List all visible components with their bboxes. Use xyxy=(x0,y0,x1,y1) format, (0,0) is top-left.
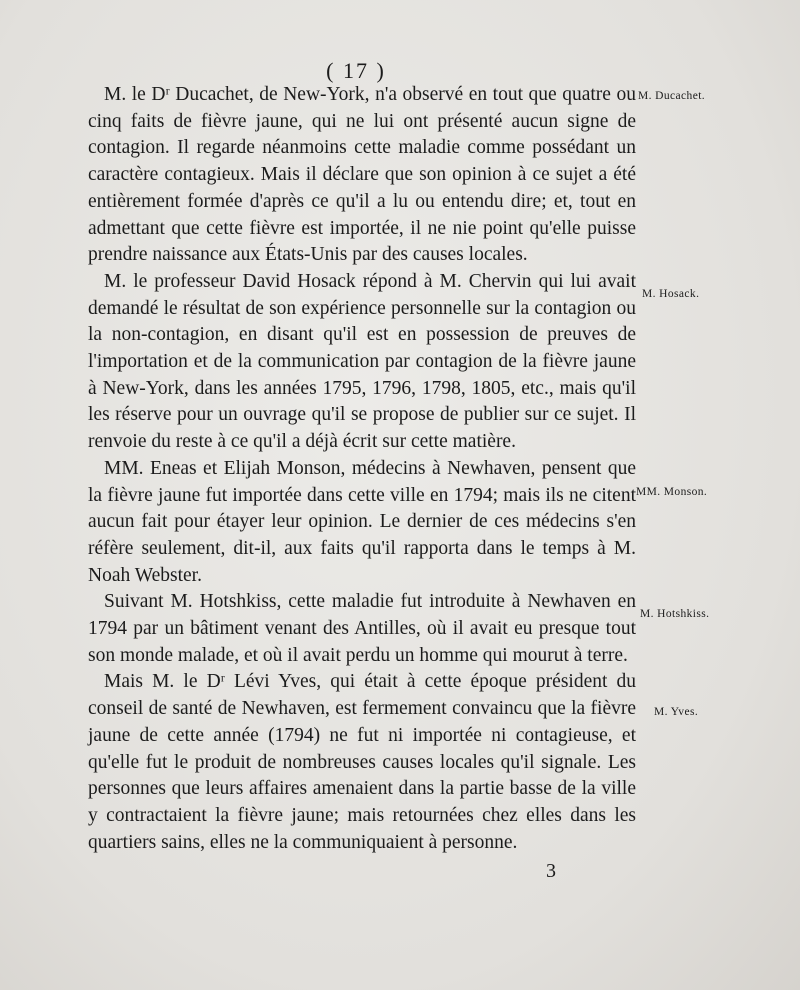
paragraph-hotshkiss: Suivant M. Hotshkiss, cette maladie fut introduite à Newhaven en 1794 par un bâtiment venant des Antilles, où il avait eu presque tout son monde malade, et où il avait perdu un homme qui mourut à terre. xyxy=(88,591,636,666)
page-number: ( 17 ) xyxy=(326,58,386,83)
signature-mark: 3 xyxy=(546,860,556,882)
margin-note-ducachet: M. Ducachet. xyxy=(638,90,706,102)
paragraph-yves: Mais M. le Dʳ Lévi Yves, qui était à cette époque président du conseil de santé de Newhaven, est fermement convaincu que la fièvre jaune de cette année (1794) ne fut ni importée ni contagieuse, et qu'elle fut le produit de nombreuses causes locales qu'il signale. Les personnes que leurs affaires amenaient dans la partie basse de la ville y contractaient la fièvre jaune; mais retournées chez elles dans les quartiers sains, elles ne la communiquaient à personne. xyxy=(88,671,636,853)
margin-note-monson: MM. Monson. xyxy=(636,486,708,498)
margin-note-hosack: M. Hosack. xyxy=(642,288,700,300)
paragraph-hosack: M. le professeur David Hosack répond à M. Chervin qui lui avait demandé le résultat de son expérience personnelle sur la contagion ou la non-contagion, en disant qu'il est en possession de preuves de l'importation et de la communication par contagion de la fièvre jaune à New-York, dans les années 1795, 1796, 1798, 1805, etc., mais qu'il les réserve pour un ouvrage qu'il se propose de publier sur ce sujet. Il renvoie du reste à ce qu'il a déjà écrit sur cette matière. xyxy=(88,270,636,453)
body-text xyxy=(88,82,636,856)
margin-note-hotshkiss: M. Hotshkiss. xyxy=(640,608,710,620)
paragraph-monson: MM. Eneas et Elijah Monson, médecins à Newhaven, pensent que la fièvre jaune fut importée dans cette ville en 1794; mais ils ne citent aucun fait pour étayer leur opinion. Le dernier de ces médecins s'en réfère seulement, dit-il, aux faits qu'il rapporta dans le temps à M. Noah Webster. xyxy=(88,457,636,586)
paragraph-ducachet: M. le Dʳ Ducachet, de New-York, n'a observé en tout que quatre ou cinq faits de fièvre jaune, qui ne lui ont présenté aucun signe de contagion. Il regarde néanmoins cette maladie comme possédant un caractère contagieux. Mais il déclare que son opinion à ce sujet a été entièrement formée d'après ce qu'il a lu ou entendu dire; et, tout en admettant que cette fièvre est importée, il ne nie point qu'elle puisse prendre naissance aux États-Unis par des causes locales. xyxy=(88,84,636,266)
margin-note-yves: M. Yves. xyxy=(654,706,699,718)
